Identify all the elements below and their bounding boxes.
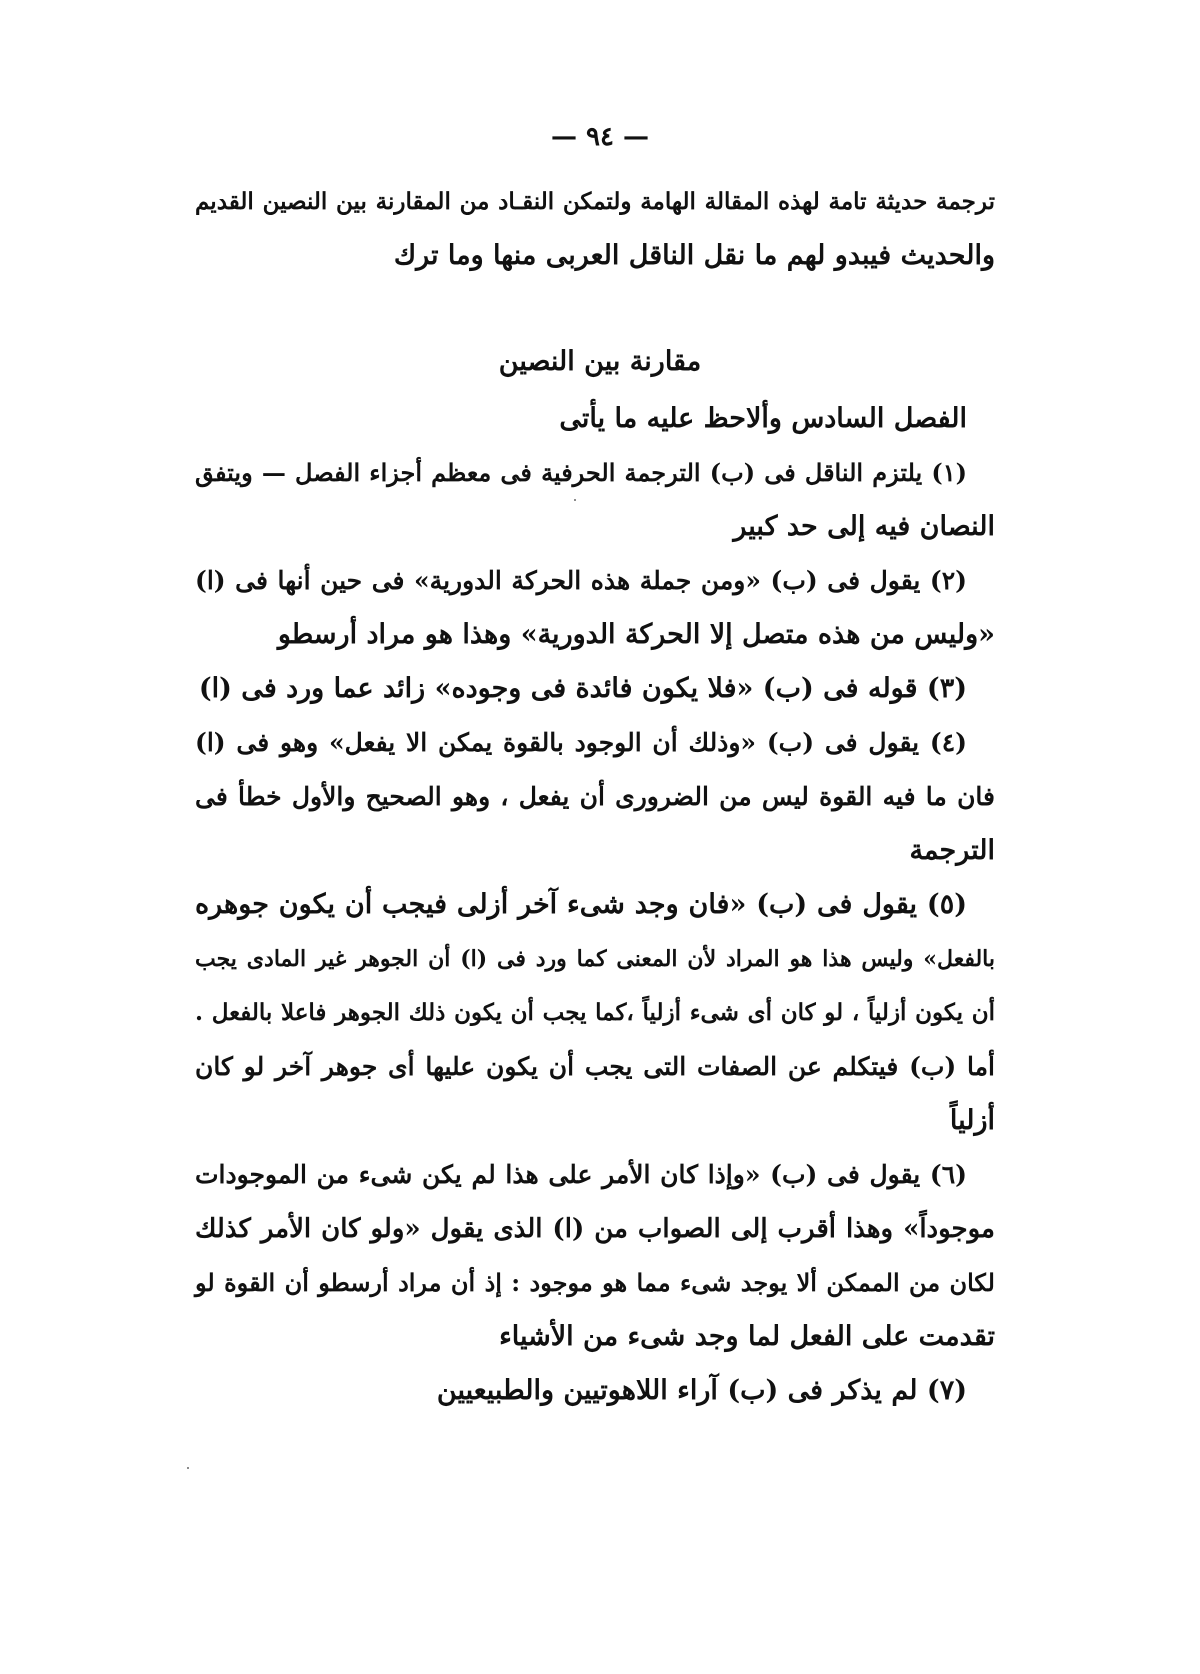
scan-speck	[187, 1467, 189, 1469]
scan-speck	[574, 499, 576, 501]
text-line: فان ما فيه القوة ليس من الضرورى أن يفعل ، وهو الصحيح والأول خطأ فى	[195, 782, 995, 811]
list-item-1	[195, 446, 995, 554]
text-line: (٤) يقول فى (ب) «وذلك أن الوجود بالقوة يمكن الا يفعل» وهو فى (ا)	[195, 728, 967, 757]
list-item-5	[195, 878, 995, 1148]
text-line: والحديث فيبدو لهم ما نقل الناقل العربى منها وما ترك	[393, 240, 995, 271]
body-text	[195, 392, 995, 1418]
list-item-6	[195, 1148, 995, 1364]
list-item-7	[195, 1364, 995, 1418]
section-heading: مقارنة بين النصين	[498, 346, 702, 377]
text-line: (٧) لم يذكر فى (ب) آراء اللاهوتيين والطبيعيين	[436, 1375, 967, 1406]
lead-line: الفصل السادس وألاحظ عليه ما يأتى	[559, 403, 967, 434]
text-line: لكان من الممكن ألا يوجد شىء مما هو موجود : إذ أن مراد أرسطو أن القوة لو	[195, 1268, 995, 1297]
text-line: (٥) يقول فى (ب) «فان وجد شىء آخر أزلى فيجب أن يكون جوهره	[195, 889, 967, 920]
text-line: موجوداً» وهذا أقرب إلى الصواب من (ا) الذى يقول «ولو كان الأمر كذلك	[195, 1214, 995, 1244]
intro-paragraph	[195, 175, 995, 283]
text-line: الترجمة	[909, 835, 995, 866]
list-item-2	[195, 554, 995, 662]
text-line: النصان فيه إلى حد كبير	[733, 511, 995, 542]
text-line: (١) يلتزم الناقل فى (ب) الترجمة الحرفية فى معظم أجزاء الفصل — ويتفق	[195, 458, 967, 487]
text-line: «وليس من هذه متصل إلا الحركة الدورية» وهذا هو مراد أرسطو	[277, 619, 995, 650]
text-line: (٦) يقول فى (ب) «وإذا كان الأمر على هذا لم يكن شىء من الموجودات	[195, 1160, 967, 1189]
text-line: (٣) قوله فى (ب) «فلا يكون فائدة فى وجوده» زائد عما ورد فى (ا)	[198, 673, 967, 704]
text-line: تقدمت على الفعل لما وجد شىء من الأشياء	[499, 1321, 995, 1352]
text-line: أزلياً	[949, 1105, 995, 1136]
text-line: ترجمة حديثة تامة لهذه المقالة الهامة ولتمكن النقـاد من المقارنة بين النصين القديم	[195, 188, 995, 215]
text-line: أن يكون أزلياً ، لو كان أى شىء أزلياً ،كما يجب أن يكون ذلك الجوهر فاعلا بالفعل .	[195, 999, 995, 1026]
list-item-4	[195, 716, 995, 878]
list-item-3	[195, 662, 995, 716]
page-number: — ٩٤ —	[550, 122, 650, 152]
text-line: أما (ب) فيتكلم عن الصفات التى يجب أن يكون عليها أى جوهر آخر لو كان	[195, 1052, 995, 1081]
text-line: (٢) يقول فى (ب) «ومن جملة هذه الحركة الدورية» فى حين أنها فى (ا)	[195, 566, 967, 595]
text-line: بالفعل» وليس هذا هو المراد لأن المعنى كما ورد فى (ا) أن الجوهر غير المادى يجب	[195, 946, 995, 972]
